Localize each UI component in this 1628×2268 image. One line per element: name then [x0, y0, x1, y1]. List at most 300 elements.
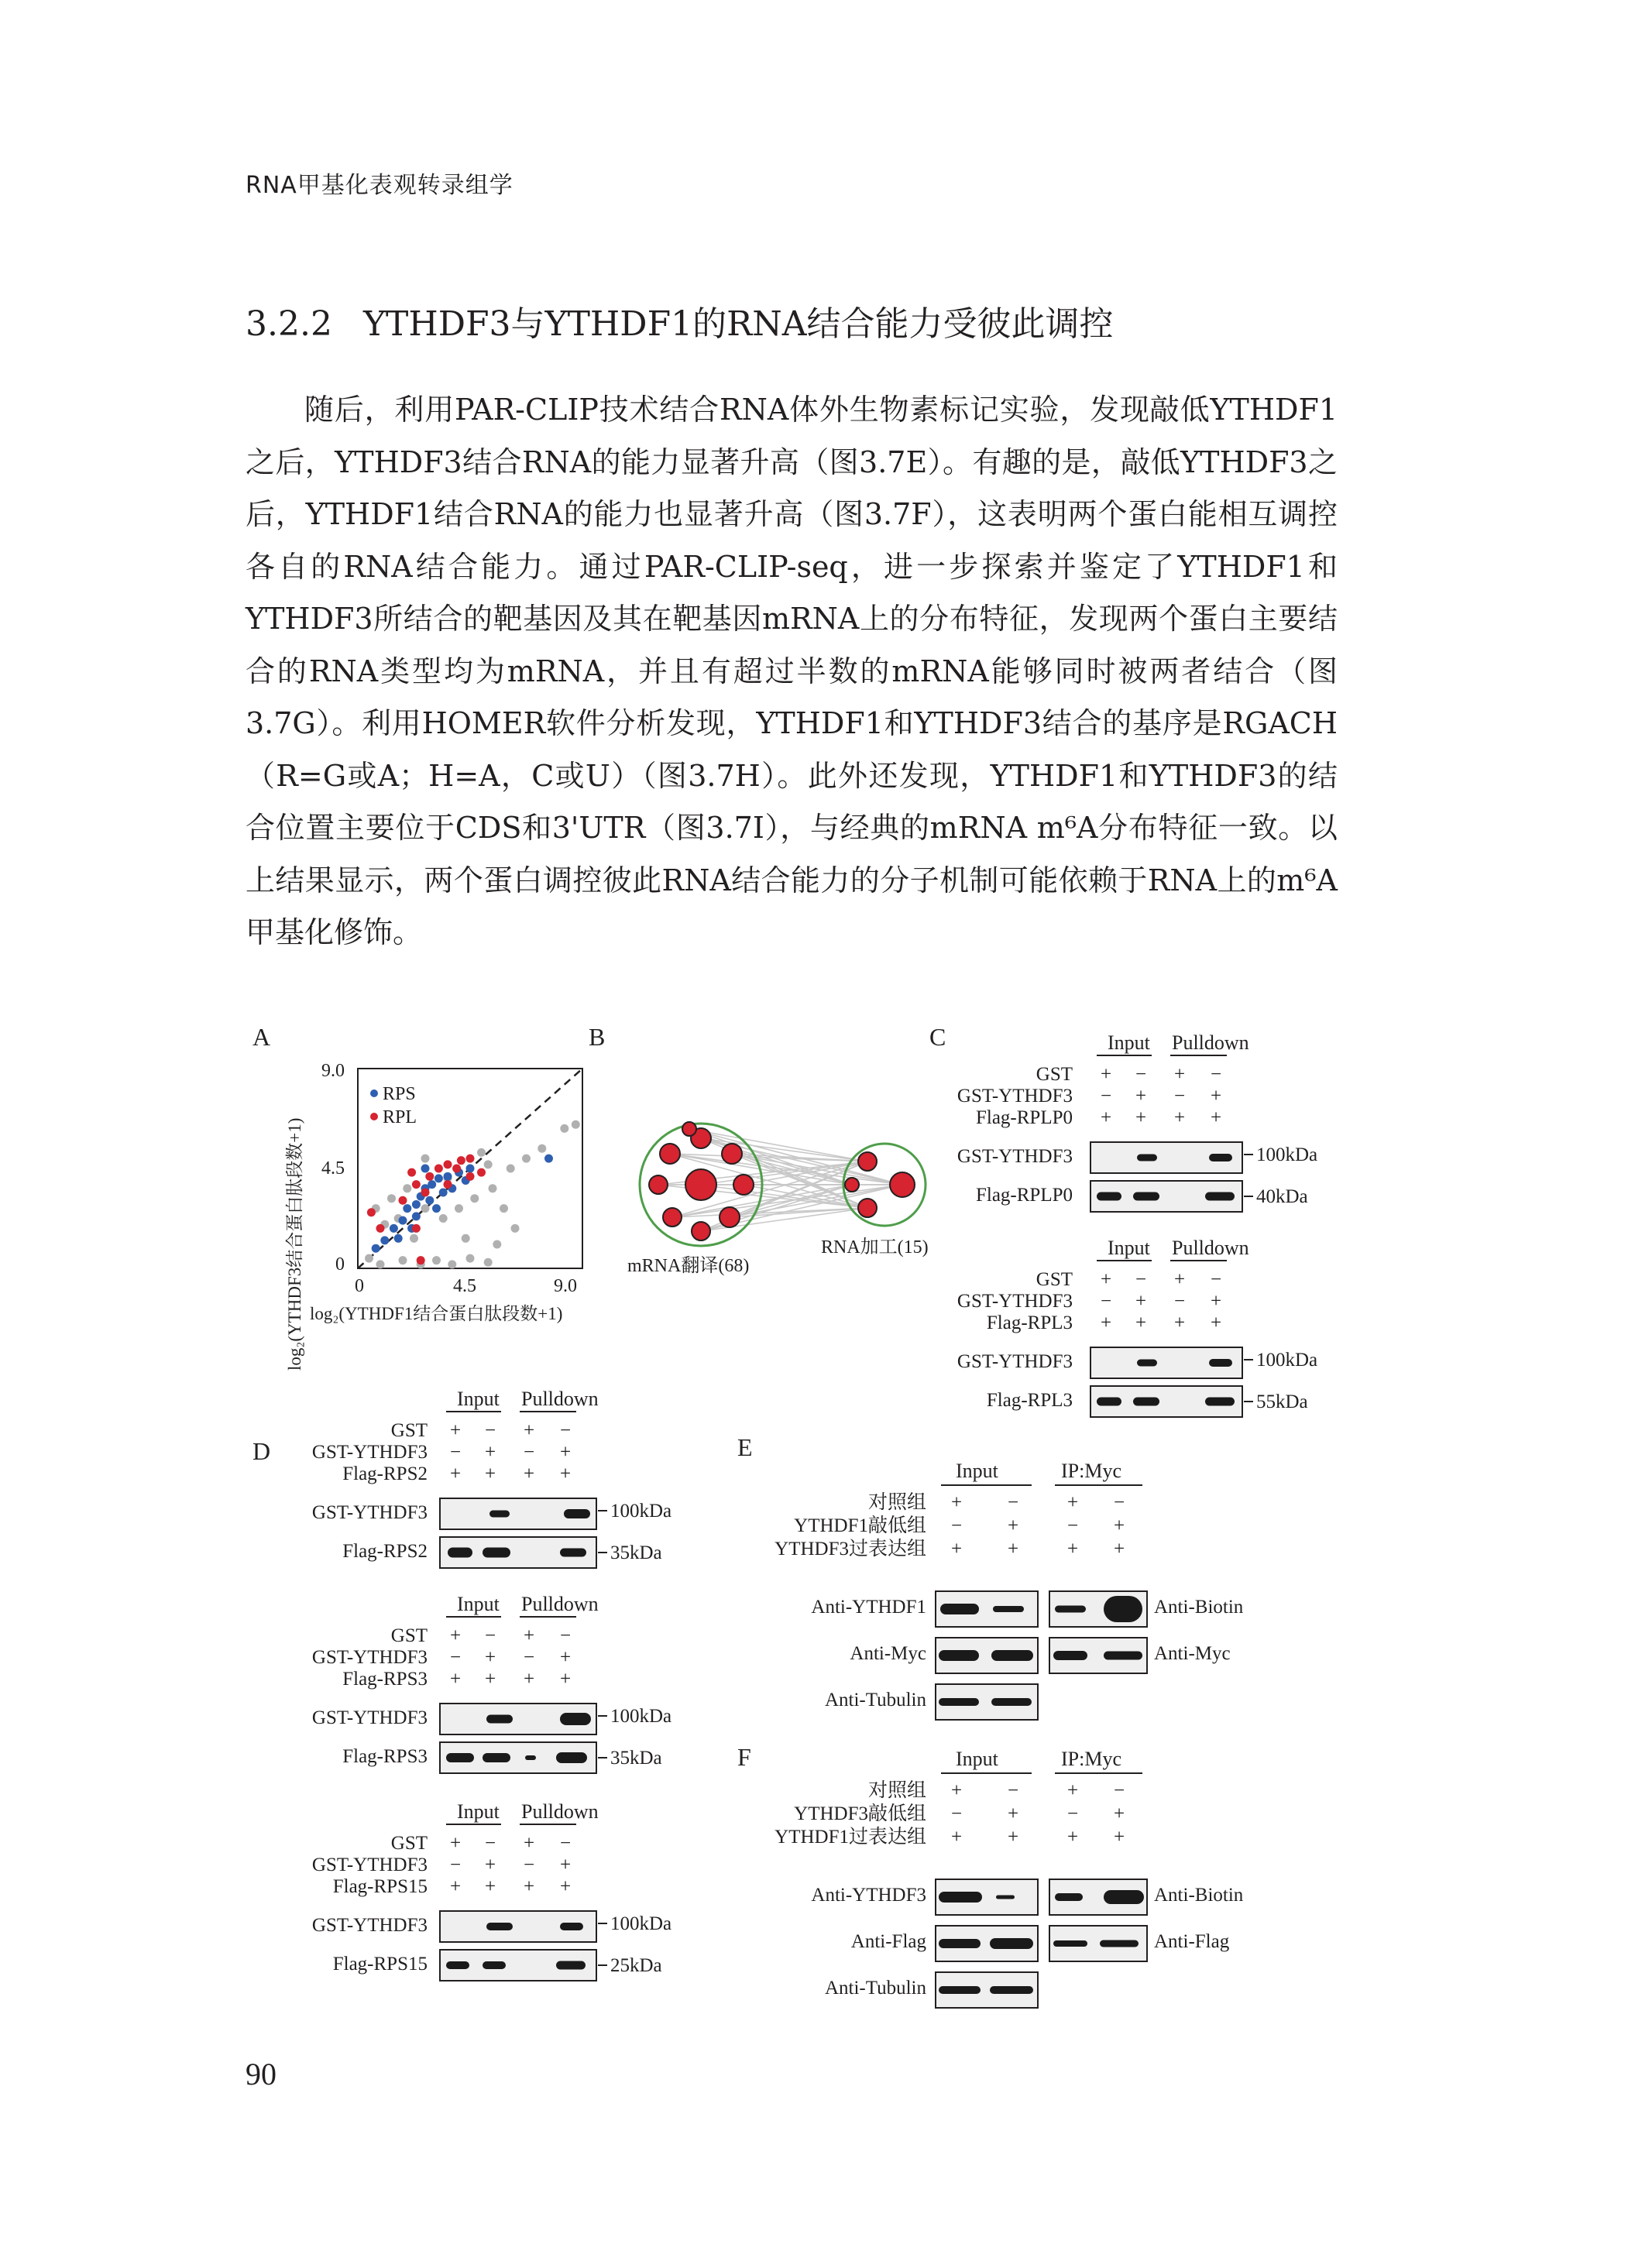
blot-band — [525, 1755, 536, 1760]
band-label: GST-YTHDF3 — [957, 1351, 1073, 1372]
condition-sign: + — [559, 1855, 572, 1875]
mw-marker: 35kDa — [610, 1748, 662, 1769]
band-label: GST-YTHDF3 — [311, 1915, 428, 1936]
y-tick-4-5: 4.5 — [321, 1158, 345, 1179]
scatter-point-other — [410, 1234, 418, 1243]
blot-band — [560, 1923, 583, 1930]
scatter-point-other — [403, 1184, 411, 1192]
condition-label: GST-YTHDF3 — [311, 1647, 428, 1668]
node-mrna-translation — [660, 1144, 680, 1164]
condition-sign: + — [523, 1420, 535, 1441]
condition-sign: − — [1113, 1492, 1125, 1513]
blot-band — [486, 1715, 513, 1724]
scatter-point-other — [493, 1240, 501, 1249]
condition-sign: + — [484, 1442, 496, 1463]
condition-sign: − — [1007, 1780, 1019, 1801]
condition-sign: − — [1066, 1803, 1079, 1824]
condition-label: GST — [1036, 1269, 1073, 1290]
scatter-point-rpl — [434, 1165, 443, 1173]
blot-band — [1205, 1398, 1235, 1406]
condition-sign: − — [559, 1625, 572, 1646]
band-label: Flag-RPLP0 — [975, 1185, 1073, 1206]
blot-band — [1209, 1154, 1232, 1161]
blot-band — [1055, 1893, 1083, 1901]
node-mrna-translation — [663, 1208, 682, 1227]
condition-label: GST — [390, 1420, 428, 1441]
condition-sign: − — [523, 1442, 535, 1463]
condition-sign: + — [950, 1492, 963, 1513]
mw-marker: 100kDa — [610, 1913, 672, 1934]
node-rna-processing — [858, 1199, 877, 1217]
blot-band — [990, 1986, 1033, 1994]
scatter-point-other — [572, 1120, 580, 1129]
blot-band — [560, 1713, 591, 1725]
group-label-pulldown: Pulldown — [521, 1800, 599, 1823]
panel-label-b: B — [589, 1023, 606, 1051]
blot-band — [1137, 1155, 1157, 1161]
condition-sign: + — [1007, 1827, 1019, 1848]
condition-sign: + — [1113, 1803, 1125, 1824]
condition-sign: − — [1066, 1515, 1079, 1536]
scatter-point-rpl — [412, 1224, 421, 1233]
blot-band — [560, 1549, 586, 1557]
blot-band — [1137, 1360, 1157, 1367]
scatter-point-other — [511, 1224, 520, 1233]
group-label-pulldown: Pulldown — [1172, 1237, 1249, 1259]
condition-sign: + — [523, 1463, 535, 1484]
condition-label: 对照组 — [867, 1492, 926, 1513]
scatter-point-rpl — [376, 1224, 385, 1233]
condition-sign: + — [449, 1669, 462, 1690]
group-label-input: Input — [457, 1593, 500, 1615]
scatter-point-rpl — [367, 1208, 376, 1216]
panel-b-network — [627, 1122, 929, 1276]
panel-label-c: C — [929, 1023, 946, 1051]
label-mrna-translation: mRNA翻译(68) — [627, 1256, 750, 1276]
node-mrna-translation — [692, 1222, 710, 1240]
group-label-pulldown: Pulldown — [1172, 1031, 1249, 1054]
band-label: Flag-RPS2 — [342, 1541, 428, 1562]
condition-sign: + — [484, 1876, 496, 1897]
condition-sign: + — [1210, 1291, 1222, 1312]
antibody-label: Anti-Biotin — [1154, 1597, 1244, 1618]
condition-label: YTHDF3敲低组 — [794, 1803, 926, 1824]
condition-sign: − — [484, 1420, 496, 1441]
antibody-label: Anti-Myc — [850, 1643, 926, 1664]
group-label-input: Input — [956, 1460, 998, 1482]
condition-sign: + — [1173, 1107, 1186, 1128]
condition-label: GST-YTHDF3 — [311, 1855, 428, 1875]
condition-label: Flag-RPL3 — [986, 1312, 1073, 1333]
condition-sign: + — [1066, 1539, 1079, 1559]
condition-sign: − — [1210, 1064, 1222, 1085]
condition-sign: + — [559, 1876, 572, 1897]
blot-band — [483, 1548, 510, 1558]
blot-band — [556, 1752, 587, 1763]
blot-band — [940, 1604, 979, 1614]
condition-sign: + — [1113, 1515, 1125, 1536]
y-axis-label: log₂(YTHDF3结合蛋白肽段数+1) — [285, 1117, 304, 1371]
condition-sign: − — [523, 1855, 535, 1875]
condition-sign: + — [950, 1780, 963, 1801]
node-mrna-translation — [649, 1175, 668, 1194]
node-rna-processing — [890, 1172, 915, 1197]
condition-sign: + — [559, 1442, 572, 1463]
condition-sign: + — [1100, 1312, 1112, 1333]
scatter-point-rps — [444, 1172, 452, 1181]
scatter-point-rps — [403, 1204, 411, 1213]
scatter-point-other — [470, 1194, 479, 1203]
legend-label-rpl: RPL — [383, 1107, 417, 1127]
legend-label-rps: RPS — [383, 1084, 416, 1104]
scatter-point-rpl — [421, 1188, 430, 1196]
condition-sign: + — [1100, 1107, 1112, 1128]
scatter-point-rps — [428, 1180, 436, 1189]
legend-dot-rpl — [370, 1113, 378, 1120]
condition-sign: + — [1100, 1064, 1112, 1085]
band-label: Flag-RPS3 — [342, 1746, 428, 1767]
scatter-point-rpl — [466, 1172, 475, 1181]
condition-sign: − — [1135, 1064, 1147, 1085]
condition-sign: + — [1210, 1312, 1222, 1333]
condition-sign: + — [559, 1669, 572, 1690]
condition-sign: − — [1173, 1086, 1186, 1107]
blot-band — [939, 1698, 979, 1706]
blot-band — [991, 1650, 1033, 1661]
panel-a-scatter — [285, 1061, 582, 1371]
condition-sign: − — [1100, 1086, 1112, 1107]
condition-sign: + — [1210, 1086, 1222, 1107]
group-label-input: Input — [956, 1748, 998, 1770]
condition-sign: + — [1135, 1107, 1147, 1128]
scatter-point-other — [522, 1155, 531, 1163]
node-rna-processing — [858, 1152, 877, 1171]
scatter-point-rps — [412, 1200, 421, 1209]
blot-band — [990, 1938, 1033, 1949]
panel-label-a: A — [252, 1023, 271, 1051]
blot-band — [448, 1548, 472, 1558]
scatter-point-other — [432, 1256, 441, 1264]
band-label: Flag-RPS15 — [332, 1954, 428, 1975]
blot-band — [1053, 1940, 1087, 1947]
scatter-point-rps — [434, 1174, 443, 1182]
condition-sign: − — [1007, 1492, 1019, 1513]
scatter-point-rpl — [477, 1168, 486, 1177]
condition-sign: + — [1066, 1780, 1079, 1801]
y-tick-0: 0 — [335, 1254, 345, 1275]
condition-sign: + — [523, 1833, 535, 1854]
condition-sign: − — [559, 1833, 572, 1854]
condition-sign: + — [1173, 1312, 1186, 1333]
blot-band — [556, 1961, 586, 1970]
scatter-point-other — [538, 1144, 546, 1153]
antibody-label: Anti-YTHDF1 — [811, 1597, 926, 1618]
scatter-point-other — [500, 1204, 508, 1213]
scatter-point-other — [484, 1160, 493, 1168]
condition-sign: + — [449, 1420, 462, 1441]
condition-sign: + — [1135, 1312, 1147, 1333]
condition-sign: + — [1173, 1064, 1186, 1085]
condition-sign: − — [1173, 1291, 1186, 1312]
mw-marker: 55kDa — [1256, 1391, 1308, 1412]
scatter-point-rps — [432, 1204, 441, 1213]
condition-sign: + — [1135, 1291, 1147, 1312]
condition-sign: − — [1135, 1269, 1147, 1290]
band-label: GST-YTHDF3 — [311, 1707, 428, 1728]
condition-sign: + — [449, 1833, 462, 1854]
scatter-point-other — [448, 1260, 456, 1268]
blot-band — [1104, 1596, 1142, 1622]
scatter-point-rps — [380, 1236, 389, 1244]
group-label-input: Input — [457, 1800, 500, 1823]
condition-label: GST — [390, 1625, 428, 1646]
condition-sign: − — [559, 1420, 572, 1441]
blot-band — [939, 1939, 981, 1948]
x-tick-9: 9.0 — [554, 1276, 577, 1296]
blot-band — [1055, 1606, 1086, 1613]
section-heading: YTHDF3与YTHDF1的RNA结合能力受彼此调控 — [362, 304, 1114, 344]
condition-label: YTHDF1过表达组 — [775, 1827, 926, 1848]
scatter-point-rps — [412, 1212, 421, 1220]
scatter-point-other — [477, 1148, 486, 1157]
condition-label: 对照组 — [867, 1780, 926, 1801]
mw-marker: 35kDa — [610, 1542, 662, 1563]
band-label: Flag-RPL3 — [986, 1390, 1073, 1411]
node-mrna-translation — [682, 1122, 696, 1136]
blot-band — [564, 1509, 590, 1518]
scatter-point-rps — [399, 1216, 407, 1225]
condition-label: GST-YTHDF3 — [957, 1086, 1073, 1107]
scatter-point-other — [462, 1234, 470, 1243]
scatter-point-other — [399, 1256, 407, 1264]
scatter-points — [365, 1120, 580, 1269]
condition-label: GST — [390, 1833, 428, 1854]
scatter-point-rpl — [399, 1196, 407, 1205]
blot-band — [1205, 1192, 1235, 1201]
condition-sign: − — [484, 1833, 496, 1854]
condition-sign: + — [523, 1669, 535, 1690]
scatter-point-other — [455, 1204, 463, 1213]
condition-sign: − — [449, 1647, 462, 1668]
blot-band — [1133, 1398, 1159, 1406]
scatter-point-rpl — [412, 1180, 421, 1189]
scatter-point-rpl — [457, 1156, 465, 1165]
panel-label-d: D — [252, 1437, 271, 1465]
mw-marker: 40kDa — [1256, 1186, 1308, 1207]
node-mrna-translation — [722, 1144, 742, 1164]
scatter-point-rpl — [407, 1168, 416, 1177]
condition-sign: + — [950, 1539, 963, 1559]
antibody-label: Anti-Tubulin — [824, 1690, 926, 1710]
mw-marker: 100kDa — [1256, 1350, 1318, 1371]
blot-band — [939, 1650, 979, 1661]
scatter-point-rps — [390, 1224, 398, 1233]
blot-band — [996, 1896, 1015, 1899]
condition-sign: + — [449, 1625, 462, 1646]
condition-sign: − — [523, 1647, 535, 1668]
panel-e-ip — [775, 1460, 1244, 1720]
scatter-point-rpl — [444, 1160, 452, 1168]
condition-sign: − — [484, 1625, 496, 1646]
blot-band — [1097, 1398, 1121, 1406]
scatter-point-other — [365, 1254, 373, 1263]
condition-label: GST — [1036, 1064, 1073, 1085]
blot-band — [991, 1698, 1032, 1706]
condition-sign: − — [950, 1515, 963, 1536]
blot-band — [446, 1961, 469, 1969]
condition-sign: − — [1113, 1780, 1125, 1801]
blot-band — [1100, 1940, 1139, 1947]
scatter-point-other — [560, 1124, 568, 1133]
condition-label: Flag-RPLP0 — [975, 1107, 1073, 1128]
blot-band — [1104, 1652, 1142, 1660]
scatter-point-rpl — [444, 1180, 452, 1189]
condition-sign: + — [449, 1876, 462, 1897]
condition-sign: + — [523, 1876, 535, 1897]
condition-sign: + — [1173, 1269, 1186, 1290]
antibody-label: Anti-Flag — [850, 1931, 926, 1952]
group-label-ip: IP:Myc — [1061, 1460, 1121, 1482]
blot-band — [1209, 1359, 1232, 1367]
label-rna-processing: RNA加工(15) — [821, 1237, 929, 1258]
scatter-point-other — [489, 1184, 497, 1192]
condition-sign: + — [1007, 1803, 1019, 1824]
antibody-label: Anti-Myc — [1154, 1643, 1231, 1664]
condition-sign: − — [449, 1855, 462, 1875]
condition-sign: + — [484, 1463, 496, 1484]
node-rna-processing — [845, 1178, 859, 1192]
blot-band — [1133, 1192, 1159, 1201]
blot-band — [939, 1986, 981, 1994]
condition-sign: + — [523, 1625, 535, 1646]
mw-marker: 100kDa — [610, 1706, 672, 1727]
condition-sign: + — [484, 1669, 496, 1690]
condition-sign: + — [1113, 1539, 1125, 1559]
group-label-input: Input — [1108, 1237, 1150, 1259]
group-label-pulldown: Pulldown — [521, 1388, 599, 1410]
group-label-input: Input — [1108, 1031, 1150, 1054]
running-head: RNA甲基化表观转录组学 — [246, 172, 513, 199]
blot-band — [993, 1606, 1024, 1612]
scatter-point-rps — [439, 1188, 448, 1196]
scatter-point-other — [421, 1155, 430, 1163]
blot-band — [939, 1892, 982, 1903]
condition-sign: − — [1100, 1291, 1112, 1312]
blot-band — [483, 1961, 506, 1969]
x-tick-0: 0 — [355, 1276, 364, 1296]
blot-band — [486, 1923, 513, 1930]
condition-sign: + — [559, 1463, 572, 1484]
group-label-input: Input — [457, 1388, 500, 1410]
panel-f-ip — [775, 1748, 1244, 2008]
paragraph-text: 随后，利用PAR-CLIP技术结合RNA体外生物素标记实验，发现敲低YTHDF1之后，YTHDF3结合RNA的能力显著升高（图3.7E）。有趣的是，敲低YTHDF3之后，YTHDF1结合RNA的能力也显著升高（图3.7F），这表明两个蛋白能相互调控各自的RNA结合能力。通过PAR-CLIP-seq，进一步探索并鉴定了YTHDF1和YTHDF3所结合的靶基因及其在靶基因mRNA上的分布特征，发现两个蛋白主要结合的RNA类型均为mRNA，并且有超过半数的mRNA能够同时被两者结合（图3.7G）。利用HOMER软件分析发现，YTHDF1和YTHDF3结合的基序是RGACH（R=G或A；H=A，C或U）（图3.7H）。此外还发现，YTHDF1和YTHDF3的结合位置主要位于CDS和3'UTR（图3.7I），与经典的mRNA m⁶A分布特征一致。以上结果显示，两个蛋白调控彼此RNA结合能力的分子机制可能依赖于RNA上的m⁶A甲基化修饰。 — [246, 393, 1338, 949]
condition-sign: + — [484, 1647, 496, 1668]
x-axis-label: log₂(YTHDF1结合蛋白肽段数+1) — [310, 1304, 563, 1323]
blot-band — [489, 1511, 510, 1518]
node-mrna-translation — [733, 1175, 754, 1195]
condition-label: Flag-RPS15 — [332, 1876, 428, 1897]
condition-label: YTHDF1敲低组 — [794, 1515, 926, 1536]
condition-sign: + — [950, 1827, 963, 1848]
scatter-point-rps — [372, 1244, 380, 1253]
panel-d-pulldown — [312, 1388, 671, 1981]
condition-label: Flag-RPS3 — [342, 1669, 428, 1690]
node-mrna-translation — [720, 1207, 740, 1227]
scatter-point-rps — [421, 1165, 430, 1173]
condition-sign: + — [1066, 1492, 1079, 1513]
scatter-point-rpl — [417, 1256, 425, 1264]
condition-sign: + — [1100, 1269, 1112, 1290]
condition-sign: + — [1135, 1086, 1147, 1107]
antibody-label: Anti-Flag — [1154, 1931, 1230, 1952]
condition-sign: + — [449, 1463, 462, 1484]
band-label: GST-YTHDF3 — [957, 1146, 1073, 1167]
condition-label: Flag-RPS2 — [342, 1463, 428, 1484]
condition-sign: + — [484, 1855, 496, 1875]
condition-label: GST-YTHDF3 — [311, 1442, 428, 1463]
band-label: GST-YTHDF3 — [311, 1502, 428, 1523]
condition-sign: + — [1210, 1107, 1222, 1128]
condition-sign: + — [1066, 1827, 1079, 1848]
scatter-point-other — [421, 1204, 430, 1213]
condition-sign: − — [1210, 1269, 1222, 1290]
panel-label-f: F — [737, 1743, 751, 1771]
scatter-point-other — [466, 1254, 475, 1263]
panel-c-pulldown — [957, 1031, 1317, 1417]
group-label-ip: IP:Myc — [1061, 1748, 1121, 1770]
condition-label: GST-YTHDF3 — [957, 1291, 1073, 1312]
scatter-point-rps — [466, 1165, 475, 1173]
scatter-point-rps — [544, 1155, 553, 1163]
blot-band — [446, 1753, 474, 1762]
mw-marker: 100kDa — [1256, 1144, 1318, 1165]
scatter-point-other — [507, 1165, 515, 1173]
panel-label-e: E — [737, 1433, 753, 1461]
antibody-label: Anti-Tubulin — [824, 1978, 926, 1999]
condition-sign: − — [449, 1442, 462, 1463]
condition-sign: + — [559, 1647, 572, 1668]
blot-band — [1053, 1651, 1087, 1660]
antibody-label: Anti-YTHDF3 — [811, 1885, 926, 1906]
blot-band — [483, 1753, 510, 1762]
scatter-point-other — [484, 1258, 493, 1267]
mw-marker: 25kDa — [610, 1955, 662, 1976]
node-mrna-translation — [685, 1169, 716, 1200]
x-tick-4-5: 4.5 — [453, 1276, 476, 1296]
section-number: 3.2.2 — [246, 304, 332, 344]
scatter-point-rpl — [466, 1155, 475, 1163]
scatter-point-rps — [394, 1234, 403, 1243]
condition-label: YTHDF3过表达组 — [775, 1539, 926, 1559]
blot-band — [1097, 1192, 1121, 1201]
scatter-point-rpl — [452, 1165, 461, 1173]
condition-sign: + — [1113, 1827, 1125, 1848]
scatter-point-other — [376, 1260, 385, 1268]
page-number: 90 — [246, 2057, 276, 2091]
blot-band — [1104, 1890, 1144, 1904]
y-tick-9: 9.0 — [321, 1061, 345, 1081]
group-label-pulldown: Pulldown — [521, 1593, 599, 1615]
condition-sign: − — [950, 1803, 963, 1824]
condition-sign: + — [1007, 1539, 1019, 1559]
mw-marker: 100kDa — [610, 1501, 672, 1522]
scatter-point-other — [439, 1214, 448, 1223]
scatter-point-rps — [425, 1196, 434, 1205]
scatter-point-other — [387, 1194, 396, 1203]
condition-sign: + — [1007, 1515, 1019, 1536]
legend-dot-rps — [370, 1089, 378, 1097]
antibody-label: Anti-Biotin — [1154, 1885, 1244, 1906]
